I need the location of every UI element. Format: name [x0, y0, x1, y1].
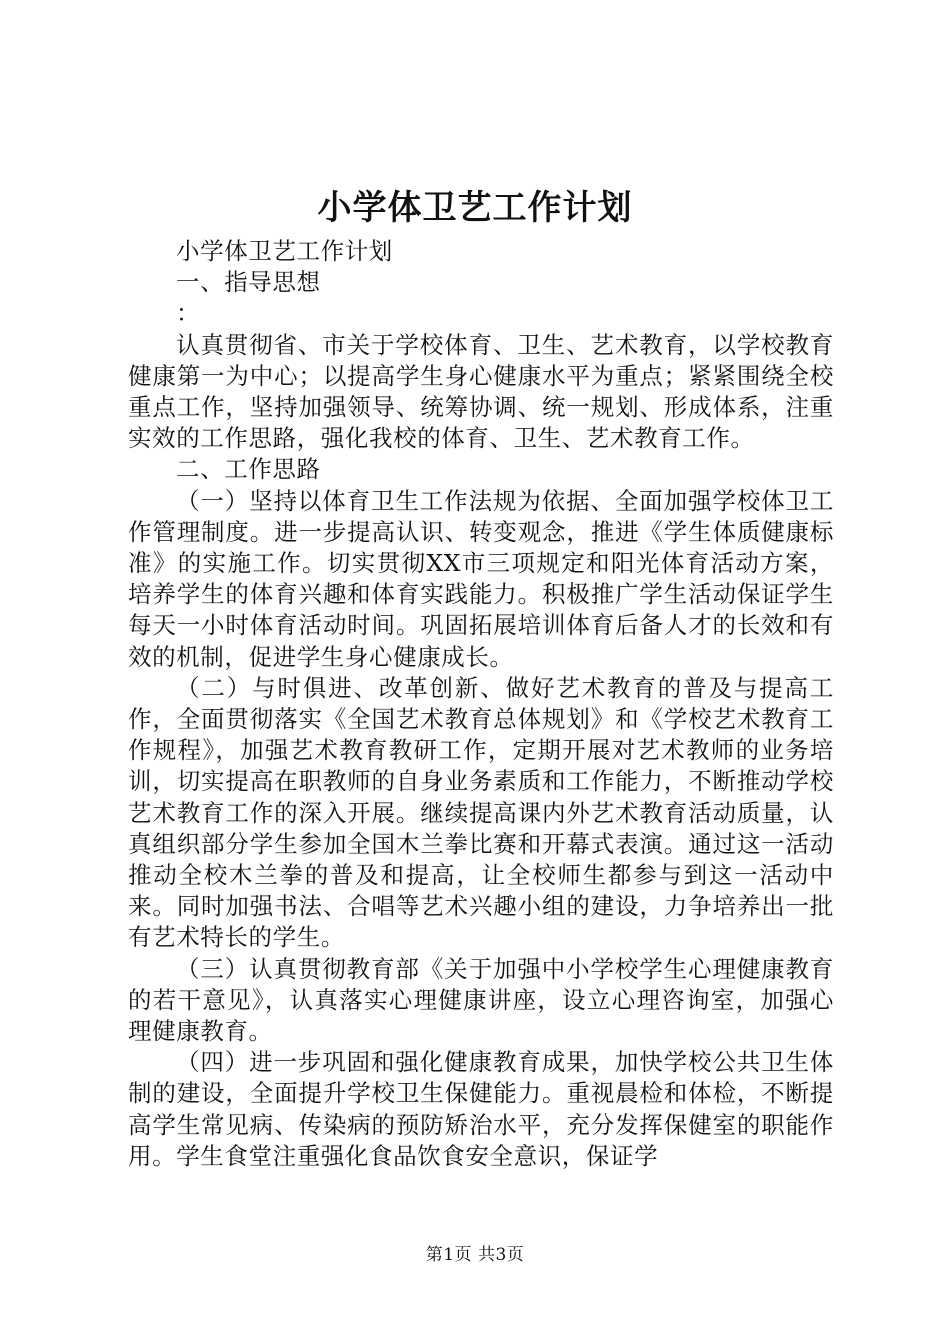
paragraph-guiding-ideology: 认真贯彻省、市关于学校体育、卫生、艺术教育，以学校教育健康第一为中心；以提高学生身心健康水平为重点；紧紧围绕全校重点工作，坚持加强领导、统筹协调、统一规划、形成体系，注重实效的工作思路，强化我校的体育、卫生、艺术教育工作。	[128, 330, 834, 453]
paragraph-subtitle: 小学体卫艺工作计划	[176, 237, 393, 265]
paragraph-item-1: （一）坚持以体育卫生工作法规为依据、全面加强学校体卫工作管理制度。进一步提高认识、转变观念，推进《学生体质健康标准》的实施工作。切实贯彻XX市三项规定和阳光体育活动方案，培养学生的体育兴趣和体育实践能力。积极推广学生活动保证学生每天一小时体育活动时间。巩固拓展培训体育后备人才的长效和有效的机制，促进学生身心健康成长。	[128, 486, 834, 671]
paragraph-item-4: （四）进一步巩固和强化健康教育成果，加快学校公共卫生体制的建设，全面提升学校卫生保健能力。重视晨检和体检，不断提高学生常见病、传染病的预防矫治水平，充分发挥保健室的职能作用。学生食堂注重强化食品饮食安全意识，保证学	[128, 1048, 834, 1170]
paragraph-item-3: （三）认真贯彻教育部《关于加强中小学校学生心理健康教育的若干意见》，认真落实心理健康讲座，设立心理咨询室，加强心理健康教育。	[128, 954, 834, 1046]
section-heading-guiding-ideology: 一、指导思想	[176, 268, 321, 297]
document-body	[128, 236, 834, 1172]
section-heading-work-approach: 二、工作思路	[176, 455, 321, 484]
paragraph-item-2: （二）与时俱进、改革创新、做好艺术教育的普及与提高工作，全面贯彻落实《全国艺术教育总体规划》和《学校艺术教育工作规程》，加强艺术教育教研工作，定期开展对艺术教师的业务培训，切实提高在职教师的自身业务素质和工作能力，不断推动学校艺术教育工作的深入开展。继续提高课内外艺术教育活动质量，认真组织部分学生参加全国木兰拳比赛和开幕式表演。通过这一活动推动全校木兰拳的普及和提高，让全校师生都参与到这一活动中来。同时加强书法、合唱等艺术兴趣小组的建设，力争培养出一批有艺术特长的学生。	[128, 673, 834, 952]
paragraph-colon: ：	[176, 299, 201, 328]
page-number-footer: 第1页 共3页	[425, 1245, 525, 1265]
document-title: 小学体卫艺工作计划	[317, 188, 633, 228]
